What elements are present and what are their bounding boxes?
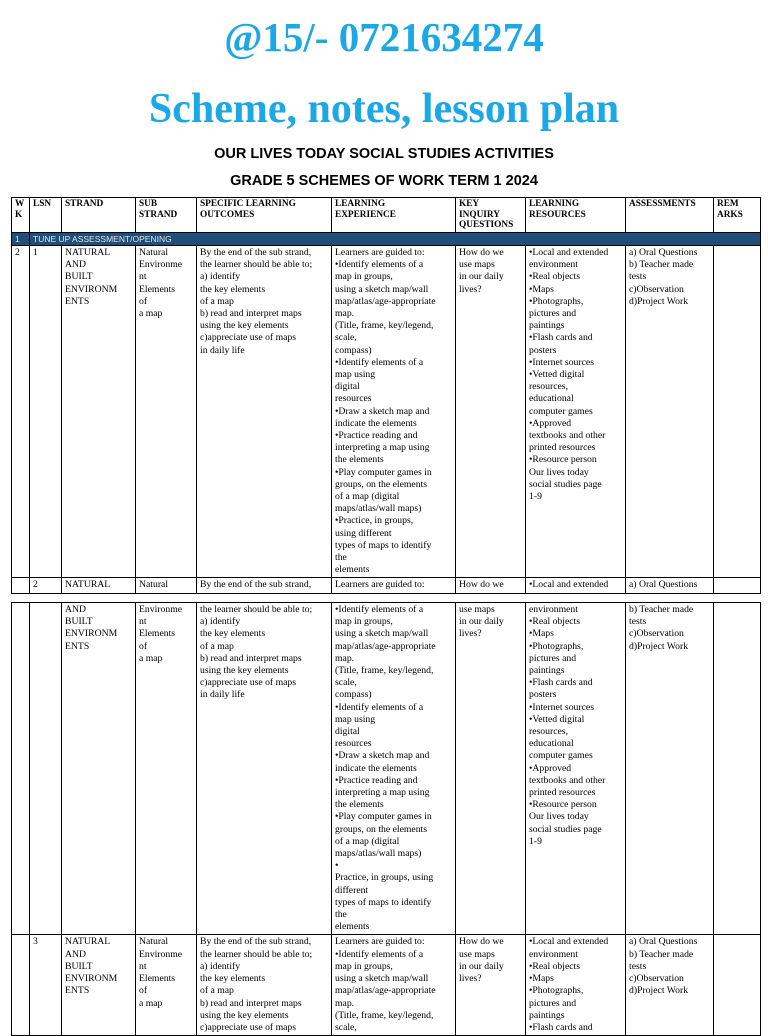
cell-remarks xyxy=(714,578,761,593)
cell-sub-strand: Environme nt Elements of a map xyxy=(136,603,197,935)
cell-lsn xyxy=(30,603,62,935)
table-row xyxy=(12,578,761,593)
col-header-wk: W K xyxy=(12,198,30,233)
cell-remarks xyxy=(714,603,761,935)
cell-remarks xyxy=(714,246,761,578)
col-header-resources: LEARNING RESOURCES xyxy=(526,198,626,233)
cell-resources: environment •Real objects •Maps •Photographs, pictures and paintings •Flash cards and posters •Internet sources •Vetted digital resources, educational computer games •Approved textbooks and other printed resources •Resource person Our lives today social studies page 1-9 xyxy=(526,603,626,935)
table-header-row xyxy=(12,198,761,233)
cell-wk xyxy=(12,935,30,1036)
table-row xyxy=(12,603,761,935)
cell-experience: Learners are guided to: •Identify elements of a map in groups, using a sketch map/wall map/atlas/age-appropriate map. (Title, frame, key/legend, scale, compass) •Identify elements of a map using digital resources •Draw a sketch map and indicate the elements •Practice reading and interpreting a map using the elements •Play computer games in groups, on the elements of a map (digital maps/atlas/wall maps) •Practice, in groups, using different types of maps to identify the elements xyxy=(332,246,456,578)
cell-resources: •Local and extended environment •Real objects •Maps •Photographs, pictures and paintings •Flash cards and xyxy=(526,935,626,1036)
scheme-table-page1 xyxy=(11,197,761,594)
cell-experience: Learners are guided to: •Identify elements of a map in groups, using a sketch map/wall map/atlas/age-appropriate map. (Title, frame, key/legend, scale, xyxy=(332,935,456,1036)
cell-strand: NATURAL AND BUILT ENVIRONM ENTS xyxy=(62,246,136,578)
cell-strand: NATURAL AND BUILT ENVIRONM ENTS xyxy=(62,935,136,1036)
scheme-table-page2 xyxy=(11,602,761,1036)
cell-wk xyxy=(12,578,30,593)
contact-heading: @15/- 0721634274 xyxy=(224,14,544,60)
cell-resources: •Local and extended xyxy=(526,578,626,593)
cell-outcomes: By the end of the sub strand, the learner should be able to; a) identify the key elements of a map b) read and interpret maps using the key elements c)appreciate use of maps xyxy=(197,935,332,1036)
cell-assessments: a) Oral Questions b) Teacher made tests c)Observation d)Project Work xyxy=(626,935,714,1036)
cell-wk: 2 xyxy=(12,246,30,578)
col-header-lsn: LSN xyxy=(30,198,62,233)
cell-questions: How do we use maps in our daily lives? xyxy=(456,935,526,1036)
cell-outcomes: By the end of the sub strand, xyxy=(197,578,332,593)
cell-lsn: 1 xyxy=(30,246,62,578)
cell-resources: •Local and extended environment •Real objects •Maps •Photographs, pictures and paintings •Flash cards and posters •Internet sources •Vetted digital resources, educational computer games •Approved textbooks and other printed resources •Resource person Our lives today social studies page 1-9 xyxy=(526,246,626,578)
document-subtitle: GRADE 5 SCHEMES OF WORK TERM 1 2024 xyxy=(230,173,538,189)
opening-week-number: 1 xyxy=(12,233,30,246)
cell-lsn: 2 xyxy=(30,578,62,593)
col-header-experience: LEARNING EXPERIENCE xyxy=(332,198,456,233)
col-header-questions: KEY INQUIRY QUESTIONS xyxy=(456,198,526,233)
col-header-sub-strand: SUB STRAND xyxy=(136,198,197,233)
cell-sub-strand: Natural Environme nt Elements of a map xyxy=(136,246,197,578)
col-header-assessments: ASSESSMENTS xyxy=(626,198,714,233)
cell-questions: use maps in our daily lives? xyxy=(456,603,526,935)
table-row xyxy=(12,246,761,578)
cell-sub-strand: Natural xyxy=(136,578,197,593)
cell-questions: How do we xyxy=(456,578,526,593)
headline-heading: Scheme, notes, lesson plan xyxy=(148,86,620,132)
col-header-strand: STRAND xyxy=(62,198,136,233)
col-header-outcomes: SPECIFIC LEARNING OUTCOMES xyxy=(197,198,332,233)
cell-assessments: a) Oral Questions xyxy=(626,578,714,593)
cell-outcomes: the learner should be able to; a) identify the key elements of a map b) read and interpret maps using the key elements c)appreciate use of maps in daily life xyxy=(197,603,332,935)
cell-experience: •Identify elements of a map in groups, using a sketch map/wall map/atlas/age-appropriate map. (Title, frame, key/legend, scale, compass) •Identify elements of a map using digital resources •Draw a sketch map and indicate the elements •Practice reading and interpreting a map using the elements •Play computer games in groups, on the elements of a map (digital maps/atlas/wall maps) • Practice, in groups, using different types of maps to identify the elements xyxy=(332,603,456,935)
document-title: OUR LIVES TODAY SOCIAL STUDIES ACTIVITIES xyxy=(214,146,554,162)
cell-questions: How do we use maps in our daily lives? xyxy=(456,246,526,578)
cell-strand: NATURAL xyxy=(62,578,136,593)
opening-week-row xyxy=(12,233,761,246)
cell-sub-strand: Natural Environme nt Elements of a map xyxy=(136,935,197,1036)
cell-lsn: 3 xyxy=(30,935,62,1036)
col-header-remarks: REM ARKS xyxy=(714,198,761,233)
cell-strand: AND BUILT ENVIRONM ENTS xyxy=(62,603,136,935)
cell-outcomes: By the end of the sub strand, the learner should be able to; a) identify the key elements of a map b) read and interpret maps using the key elements c)appreciate use of maps in daily life xyxy=(197,246,332,578)
cell-assessments: a) Oral Questions b) Teacher made tests c)Observation d)Project Work xyxy=(626,246,714,578)
cell-assessments: b) Teacher made tests c)Observation d)Project Work xyxy=(626,603,714,935)
cell-experience: Learners are guided to: xyxy=(332,578,456,593)
opening-week-text: TUNE UP ASSESSMENT/OPENING xyxy=(30,233,761,246)
cell-remarks xyxy=(714,935,761,1036)
table-row xyxy=(12,935,761,1036)
cell-wk xyxy=(12,603,30,935)
